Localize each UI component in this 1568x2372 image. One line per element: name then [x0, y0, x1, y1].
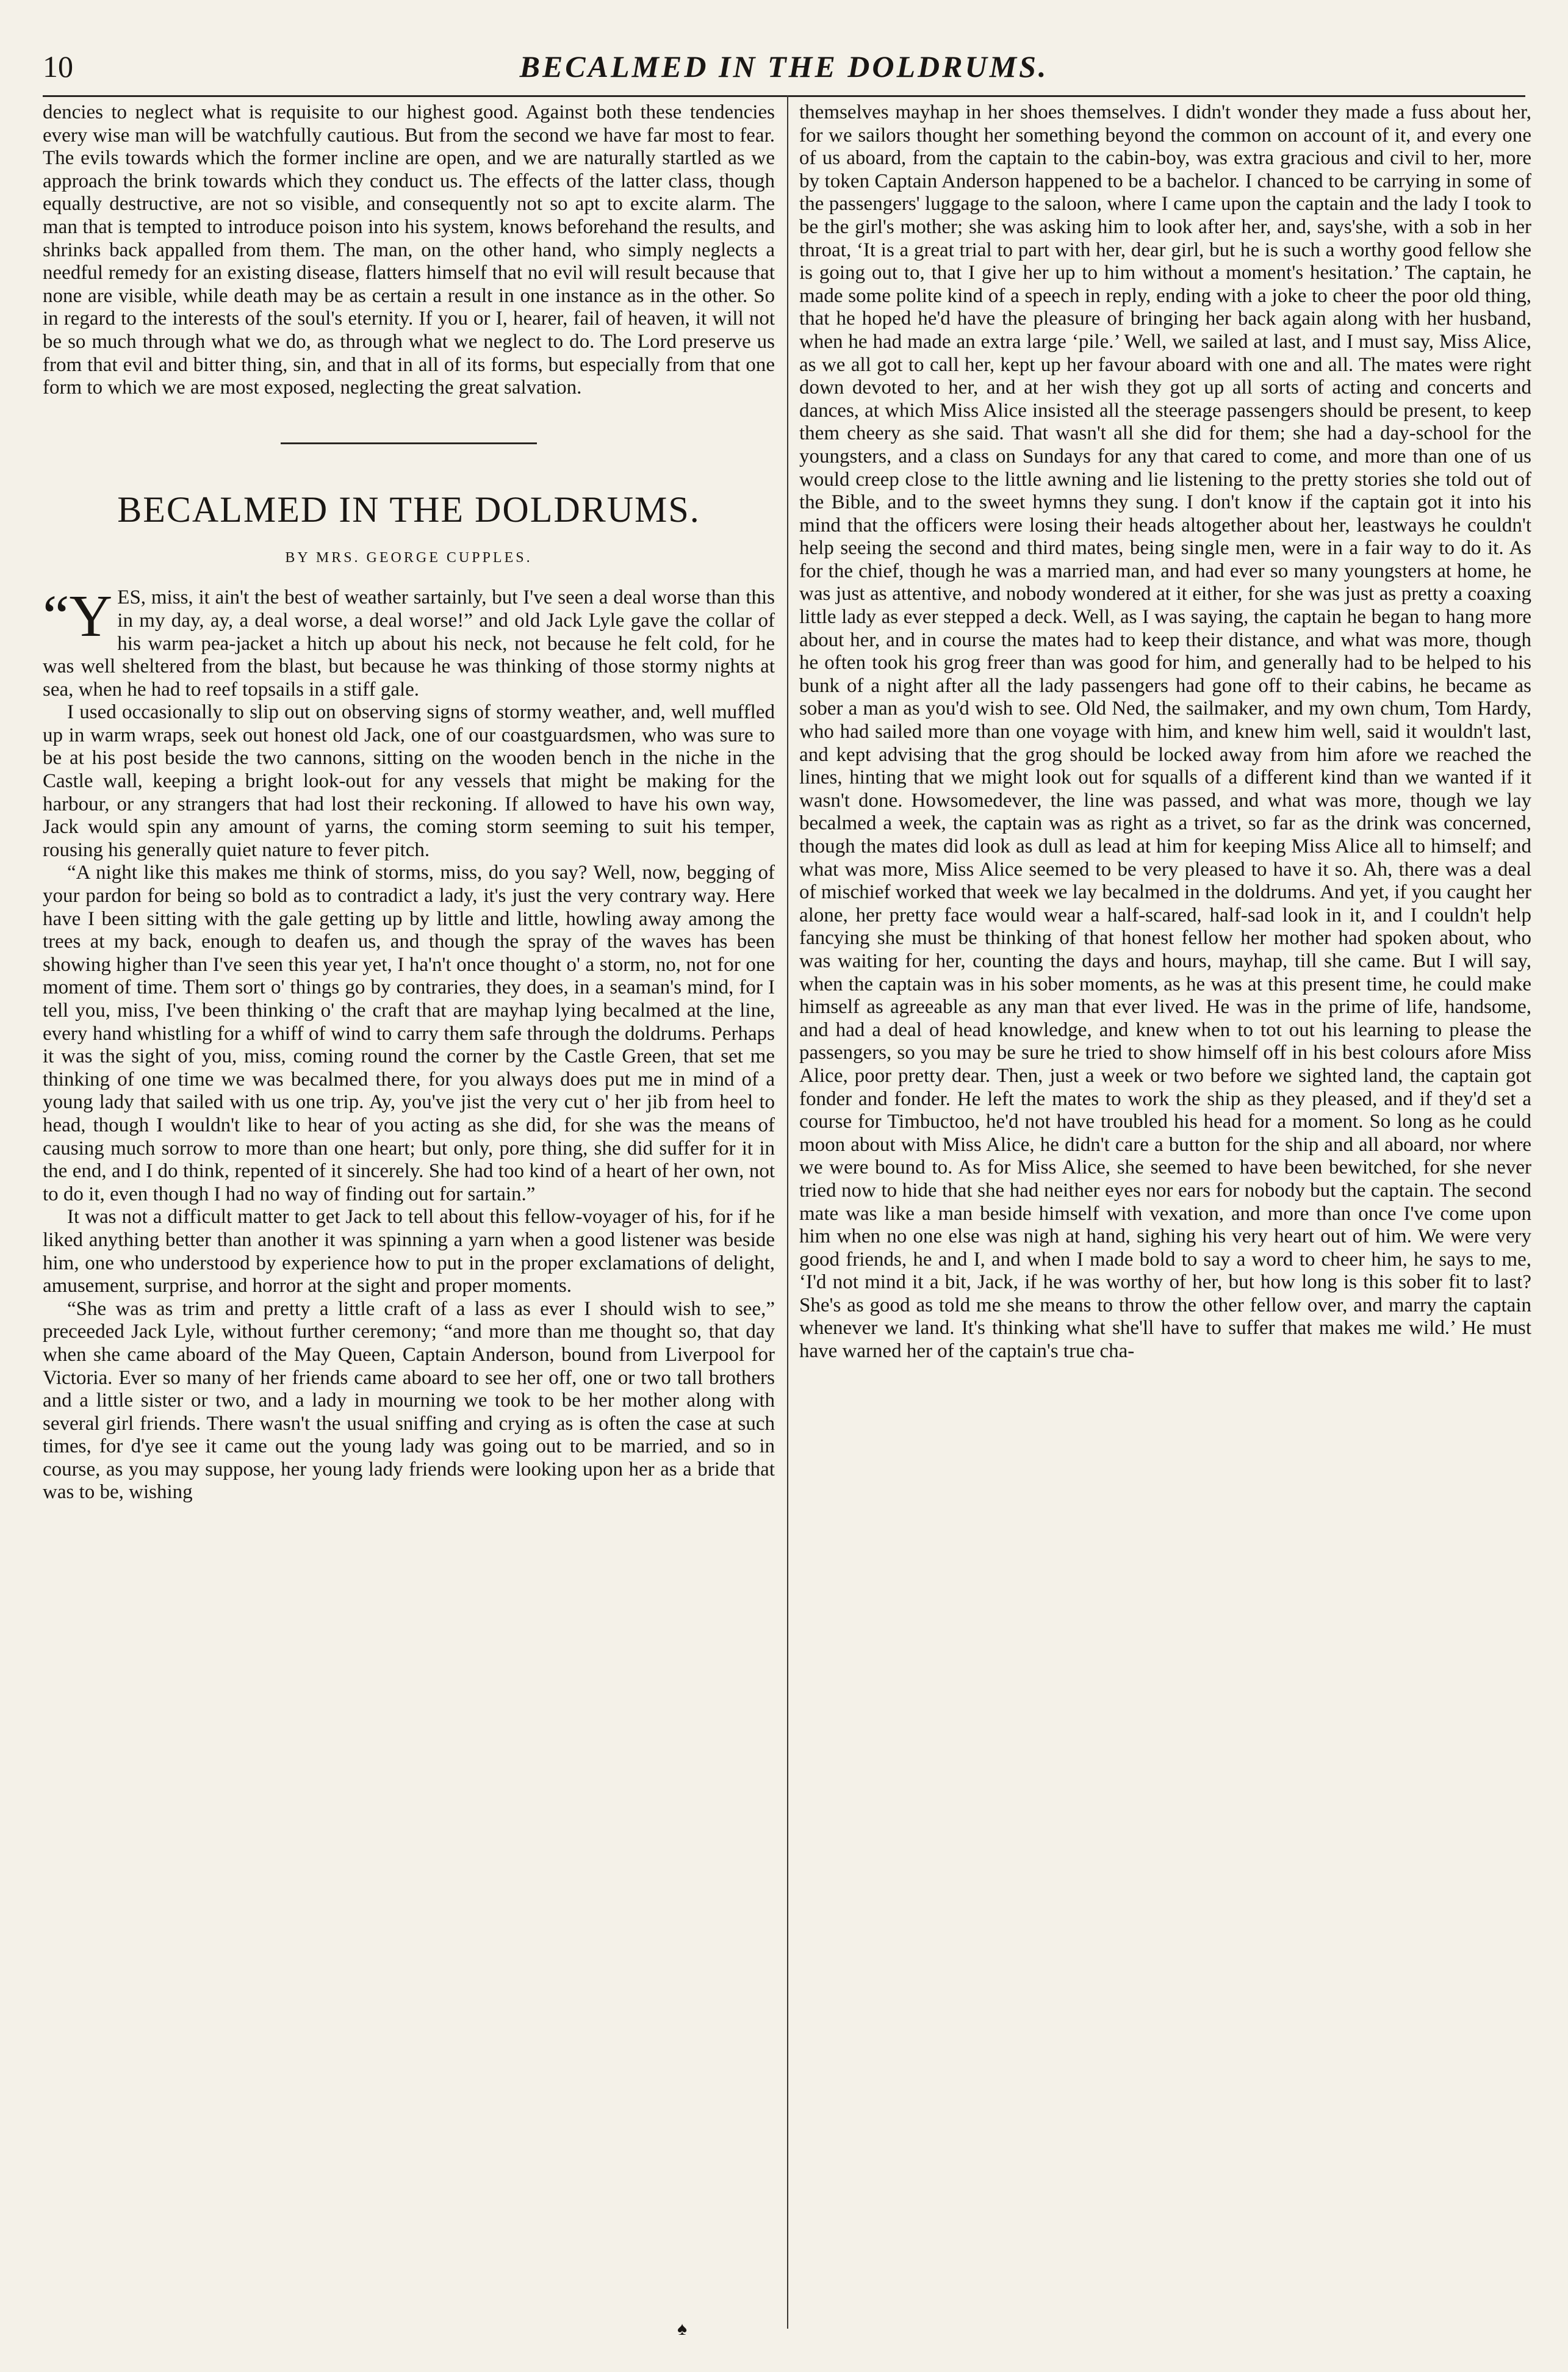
article-paragraph: It was not a difficult matter to get Jack to tell about this fellow-voyager of his, for if he liked anything better than another it was spinning a yarn when a good listener was beside him, one who understood by experience how to put in the proper exclamations of delight, amusement, surprise, and horror at the sight and proper moments. [43, 1206, 775, 1297]
article-title: BECALMED IN THE DOLDRUMS. [117, 489, 700, 530]
column-divider [787, 95, 788, 2329]
left-column [43, 101, 775, 1504]
header-rule [43, 95, 1525, 97]
page-number: 10 [43, 49, 73, 84]
article-paragraph [43, 583, 775, 701]
article-separator-rule [281, 442, 537, 444]
running-title: BECALMED IN THE DOLDRUMS. [519, 49, 1049, 84]
article-paragraph-text: ES, miss, it ain't the best of weather sartainly, but I've seen a deal worse than this in my day, ay, a deal worse, a deal worse!” and old Jack Lyle gave the collar of his warm pea-jacket a hitch up about his neck, not because he felt cold, for he was well sheltered from the blast, but because he was thinking of those stormy nights at sea, when he had to reef topsails in a stiff gale. [43, 586, 775, 701]
footer-ornament: ♠ [677, 2319, 687, 2339]
previous-article-paragraph: dencies to neglect what is requisite to our highest good. Against both these tendencies every wise man will be watchfully cautious. But from the second we have far most to fear. The evils towards which the former incline are open, and we are naturally startled as we approach the brink towards which they conduct us. The effects of the latter class, though equally destructive, are not so visible, and consequently not so apt to excite alarm. The man that is tempted to introduce poison into his system, knows beforehand the results, and shrinks back appalled from them. The man, on the other hand, who simply neglects a needful remedy for an existing disease, flatters himself that no evil will result because that none are visible, while death may be as certain a result in one instance as in the other. So in regard to the interests of the soul's eternity. If you or I, hearer, fail of heaven, it will not be so much through what we do, as through what we neglect to do. The Lord preserve us from that evil and bitter thing, sin, and that in all of its forms, but especially from that one form to which we are most exposed, neglecting the great salvation. [43, 101, 775, 399]
article-paragraph: themselves mayhap in her shoes themselves. I didn't wonder they made a fuss about her, for we sailors thought her something beyond the common on account of it, and every one of us aboard, from the captain to the cabin-boy, was extra gracious and civil to her, more by token Captain Anderson happened to be a bachelor. I chanced to be carrying in some of the passengers' luggage to the saloon, where I came upon the captain and the lady I took to be the girl's mother; she was asking him to look after her, and, says'she, with a sob in her throat, ‘It is a great trial to part with her, dear girl, but he is such a worthy good fellow she is going out to, that I give her up to him without a moment's hesitation.’ The captain, he made some polite kind of a speech in reply, ending with a joke to cheer the poor old thing, that he hoped he'd have the pleasure of bringing her back again along with her husband, when he had made an extra large ‘pile.’ Well, we sailed at last, and I must say, Miss Alice, as we all got to call her, kept up her favour aboard with one and all. The mates were right down devoted to her, and at her wish they got up all sorts of acting and concerts and dances, at which Miss Alice insisted all the steerage passengers should be present, to keep them cheery as she said. That wasn't all she did for them; she had a day-school for the youngsters, and a class on Sundays for any that cared to come, and more than one of us would creep close to the little awning and lie listening to the pretty stories she told out of the Bible, and to the sweet hymns they sung. I don't know if the captain got it into his mind that the officers were losing their heads altogether about her, leastways he couldn't help seeing the second and third mates, being single men, were in a fair way to do it. As for the chief, though he was a married man, and had ever so many youngsters at home, he was just as attentive, and nobody wondered at it either, for she was just as pretty a coaxing little lady as ever stepped a deck. Well, as I was saying, the captain he began to hang more about her, and in course the mates had to keep their distance, and what was more, though he often took his grog freer than was good for him, and generally had to be helped to his bunk of a night after all the lady passengers had gone off to their cabins, he became as sober a man as you'd wish to see. Old Ned, the sailmaker, and my own chum, Tom Hardy, who had sailed more than one voyage with him, and knew him well, said it wouldn't last, and kept advising that the grog should be locked away from him afore we reached the lines, hinting that we might look out for squalls of a different kind than we wanted if it wasn't done. Howsomedever, the line was passed, and what was more, though we lay becalmed a week, the captain was as right as a trivet, so far as the drink was concerned, though the mates did look as dull as lead at him for keeping Miss Alice all to himself; and what was more, Miss Alice seemed to be very pleased to have it so. Ah, there was a deal of mischief worked that week we lay becalmed in the doldrums. And yet, if you caught her alone, her pretty face would wear a half-scared, half-sad look in it, and I couldn't help fancying she must be thinking of that honest fellow her mother had spoken about, who was waiting for her, counting the days and hours, mayhap, till she came. But I will say, when the captain was in his sober moments, as he was at this present time, he could make himself as agreeable as any man that ever lived. He was in the prime of life, handsome, and had a deal of head knowledge, and knew when to tot out his learning to please the passengers, so you may be sure he tried to show himself off in his best colours afore Miss Alice, poor pretty dear. Then, just a week or two before we sighted land, the captain got fonder and fonder. He left the mates to work the ship as they pleased, and if they'd set a course for Timbuctoo, he'd not have troubled his head for a moment. So long as he could moon about with Miss Alice, he didn't care a button for the ship and all aboard, nor where we were bound to. As for Miss Alice, she seemed to have been bewitched, for she never tried now to hide that she had neither eyes nor ears for nobody but the captain. The second mate was like a man beside himself with vexation, and more than once I've come upon him when no one else was nigh at hand, sighing his very heart out of him. We were very good friends, he and I, and when I made bold to say a word to cheer him, he says to me, ‘I'd not mind it a bit, Jack, if he was worthy of her, but how long is this sober fit to last? She's as good as told me she means to throw the other fellow over, and marry the captain whenever we land. It's thinking what she'll have to suffer that makes me wild.’ He must have warned her of the captain's true cha- [799, 101, 1531, 1363]
drop-cap: “Y [43, 583, 113, 650]
article-paragraph: “A night like this makes me think of storms, miss, do you say? Well, now, begging of your pardon for being so bold as to contradict a lady, it's just the very contrary way. Here have I been sitting with the gale getting up by little and little, howling away among the trees at my back, enough to deafen us, and though the spray of the waves has been showing higher than I've seen this year yet, I ha'n't once thought o' a storm, no, not for one moment of time. Them sort o' things go by contraries, they does, in a seaman's mind, for I tell you, miss, I've been thinking o' the craft that are mayhap lying becalmed at the line, every hand whistling for a whiff of wind to carry them safe through the doldrums. Perhaps it was the sight of you, miss, coming round the corner by the Castle Green, that set me thinking of one time we was becalmed there, for you always does put me in mind of a young lady that sailed with us one trip. Ay, you've jist the very cut o' her jib from heel to head, though I wouldn't like to hear of you acting as she did, for she was the means of causing much sorrow to more than one heart; but only, pore thing, she did suffer for it in the end, and I do think, repented of it sincerely. She had too kind of a heart of her own, not to do it, even though I had no way of finding out for sartain.” [43, 862, 775, 1205]
article-paragraph: I used occasionally to slip out on observing signs of stormy weather, and, well muffled up in warm wraps, seek out honest old Jack, one of our coastguardsmen, who was sure to be at his post beside the two cannons, sitting on the wooden bench in the niche in the Castle wall, keeping a bright look-out for any vessels that might be making for the harbour, or any strangers that had lost their reckoning. If allowed to have his own way, Jack would spin any amount of yarns, the coming storm seeming to suit his temper, rousing his generally quiet nature to fever pitch. [43, 701, 775, 861]
right-column [799, 101, 1531, 1363]
running-head [43, 49, 1525, 92]
article-paragraph: “She was as trim and pretty a little craft of a lass as ever I should wish to see,” preceeded Jack Lyle, without further ceremony; “and more than me thought so, that day when she came aboard of the May Queen, Captain Anderson, bound from Liverpool for Victoria. Ever so many of her friends came aboard to see her off, one or two tall brothers and a little sister or two, and a lady in mourning we took to be her mother along with several girl friends. There wasn't the usual sniffing and crying as is often the case at such times, for d'ye see it came out the young lady was going out to be married, and so in course, as you may suppose, her young lady friends were looking upon her as a bride that was to be, wishing [43, 1297, 775, 1504]
article-byline: BY MRS. GEORGE CUPPLES. [285, 549, 533, 566]
